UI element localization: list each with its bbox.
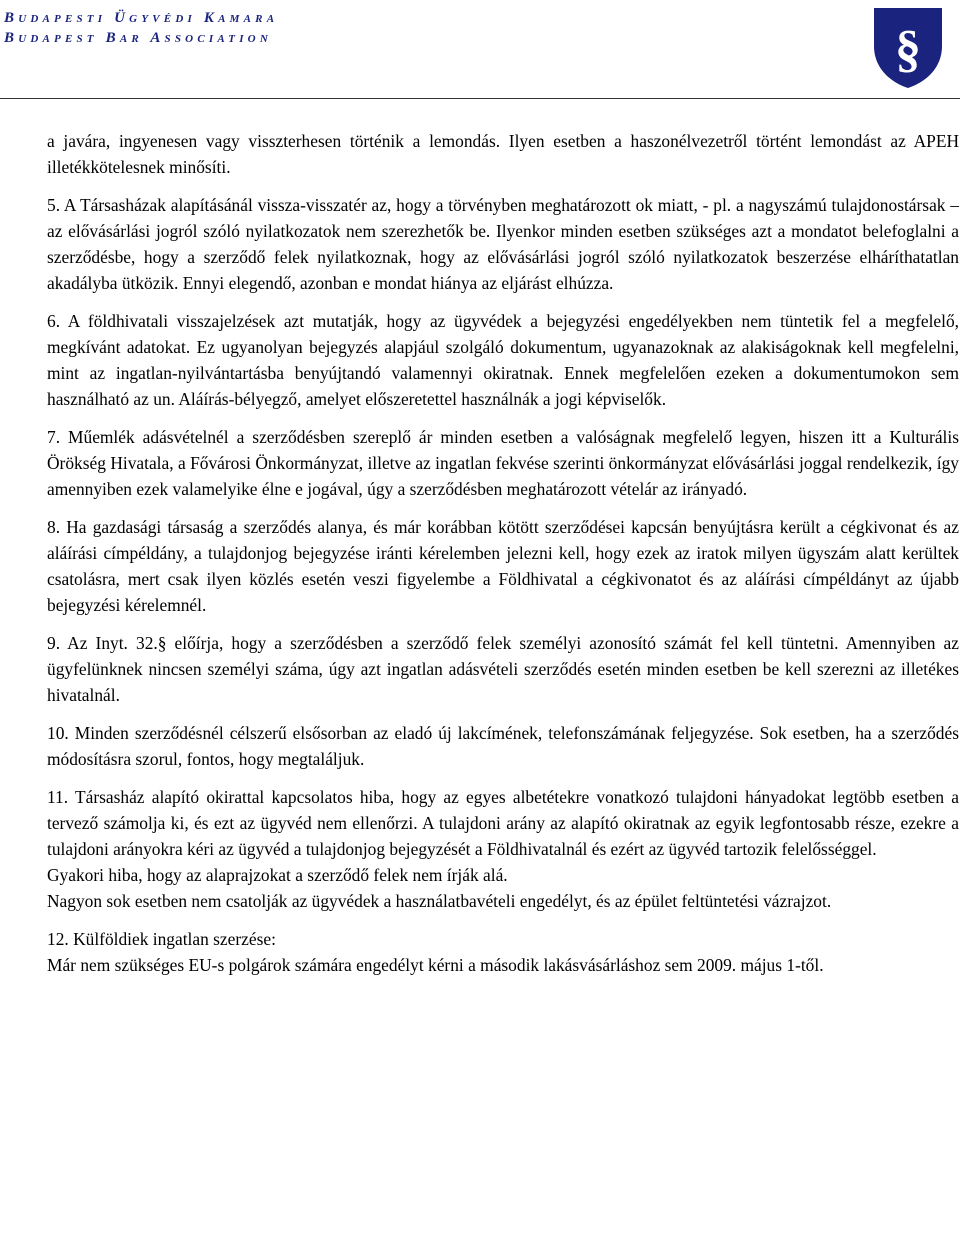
section-sign-shield-icon (872, 6, 944, 90)
paragraph-11-line-2: Gyakori hiba, hogy az alaprajzokat a szerződő felek nem írják alá. (47, 865, 508, 885)
organization-name-hu: Budapesti Ügyvédi Kamara (4, 10, 279, 26)
paragraph-12-body: Már nem szükséges EU-s polgárok számára engedélyt kérni a második lakásvásárláshoz sem 2009. május 1-től. (47, 955, 824, 975)
organization-name (4, 8, 278, 48)
organization-name-en: Budapest Bar Association (4, 30, 272, 46)
paragraph-12 (47, 926, 959, 978)
paragraph-8: 8. Ha gazdasági társaság a szerződés alanya, és már korábban kötött szerződései kapcsán benyújtásra került a cégkivonat és az aláírási címpéldány, a tulajdonjog bejegyzése iránti kérelemben jelezni kell, hogy ezek az iratok milyen ügyszám alatt kerültek csatolásra, mert csak ilyen közlés esetén veszi figyelembe a Földhivatal a cégkivonatot és az aláírási címpéldányt az újabb bejegyzési kérelemnél. (47, 517, 959, 615)
paragraph-11-line-3: Nagyon sok esetben nem csatolják az ügyvédek a használatbavételi engedélyt, és az épület feltüntetési vázrajzot. (47, 891, 832, 911)
letterhead (0, 0, 960, 100)
paragraph-9: 9. Az Inyt. 32.§ előírja, hogy a szerződésben a szerződő felek személyi azonosító számát fel kell tüntetni. Amennyiben az ügyfelünknek nincsen személyi száma, úgy azt ingatlan adásvételi szerződés esetén minden esetben be kell szerezni az illetékes hivatalnál. (47, 633, 959, 705)
paragraph-11-main: 11. Társasház alapító okirattal kapcsolatos hiba, hogy az egyes albetétekre vonatkozó tulajdoni hányadokat legtöbb esetben a tervező számolja ki, és ezt az ügyvéd nem ellenőrzi. A tulajdoni arány az alapító okiratnak az egyik legfontosabb része, ezekre a tulajdoni arányokra kéri az ügyvéd a tulajdonjog bejegyzését a Földhivatalnál és ezért az ügyvéd tartozik felelősséggel. (47, 787, 959, 859)
header-divider (0, 98, 960, 99)
document-body (47, 128, 959, 978)
paragraph-11 (47, 784, 959, 914)
paragraph-6: 6. A földhivatali visszajelzések azt mutatják, hogy az ügyvédek a bejegyzési engedélyekben nem tüntetik fel a megfelelő, megkívánt adatokat. Ez ugyanolyan bejegyzés alapjául szolgáló dokumentum, ugyanazoknak az alakiságoknak kell megfelelni, mint az ingatlan-nyilvántartásba benyújtandó valamennyi okiratnak. Ennek megfelelően ezeken a dokumentumokon sem használható az un. Aláírás-bélyegző, amelyet előszeretettel használnák a jogi képviselők. (47, 311, 959, 409)
paragraph-12-heading: 12. Külföldiek ingatlan szerzése: (47, 929, 276, 949)
paragraph-continuation: a javára, ingyenesen vagy visszterhesen történik a lemondás. Ilyen esetben a haszonélvezetről történt lemondást az APEH illetékkötelesnek minősíti. (47, 131, 959, 177)
paragraph-10: 10. Minden szerződésnél célszerű elsősorban az eladó új lakcímének, telefonszámának feljegyzése. Sok esetben, ha a szerződés módosításra szorul, fontos, hogy megtaláljuk. (47, 723, 959, 769)
paragraph-5: 5. A Társasházak alapításánál vissza-visszatér az, hogy a törvényben meghatározott ok miatt, - pl. a nagyszámú tulajdonostársak – az elővásárlási jogról szóló nyilatkozatok nem szerezhetők be. Ilyenkor minden esetben szükséges azt a mondatot belefoglalni a szerződésbe, hogy a szerződő felek nyilatkoznak, hogy az elővásárlási jogról szóló nyilatkozatok beszerzése elháríthatatlan akadályba ütközik. Ennyi elegendő, azonban e mondat hiánya az eljárást elhúzza. (47, 195, 959, 293)
paragraph-7: 7. Műemlék adásvételnél a szerződésben szereplő ár minden esetben a valóságnak megfelelő legyen, hiszen itt a Kulturális Örökség Hivatala, a Fővárosi Önkormányzat, illetve az ingatlan fekvése szerinti önkormányzat elővásárlási joggal rendelkezik, így amennyiben ezek valamelyike élne e jogával, úgy a szerződésben meghatározott vételár az irányadó. (47, 427, 959, 499)
logo-glyph: § (895, 21, 921, 78)
